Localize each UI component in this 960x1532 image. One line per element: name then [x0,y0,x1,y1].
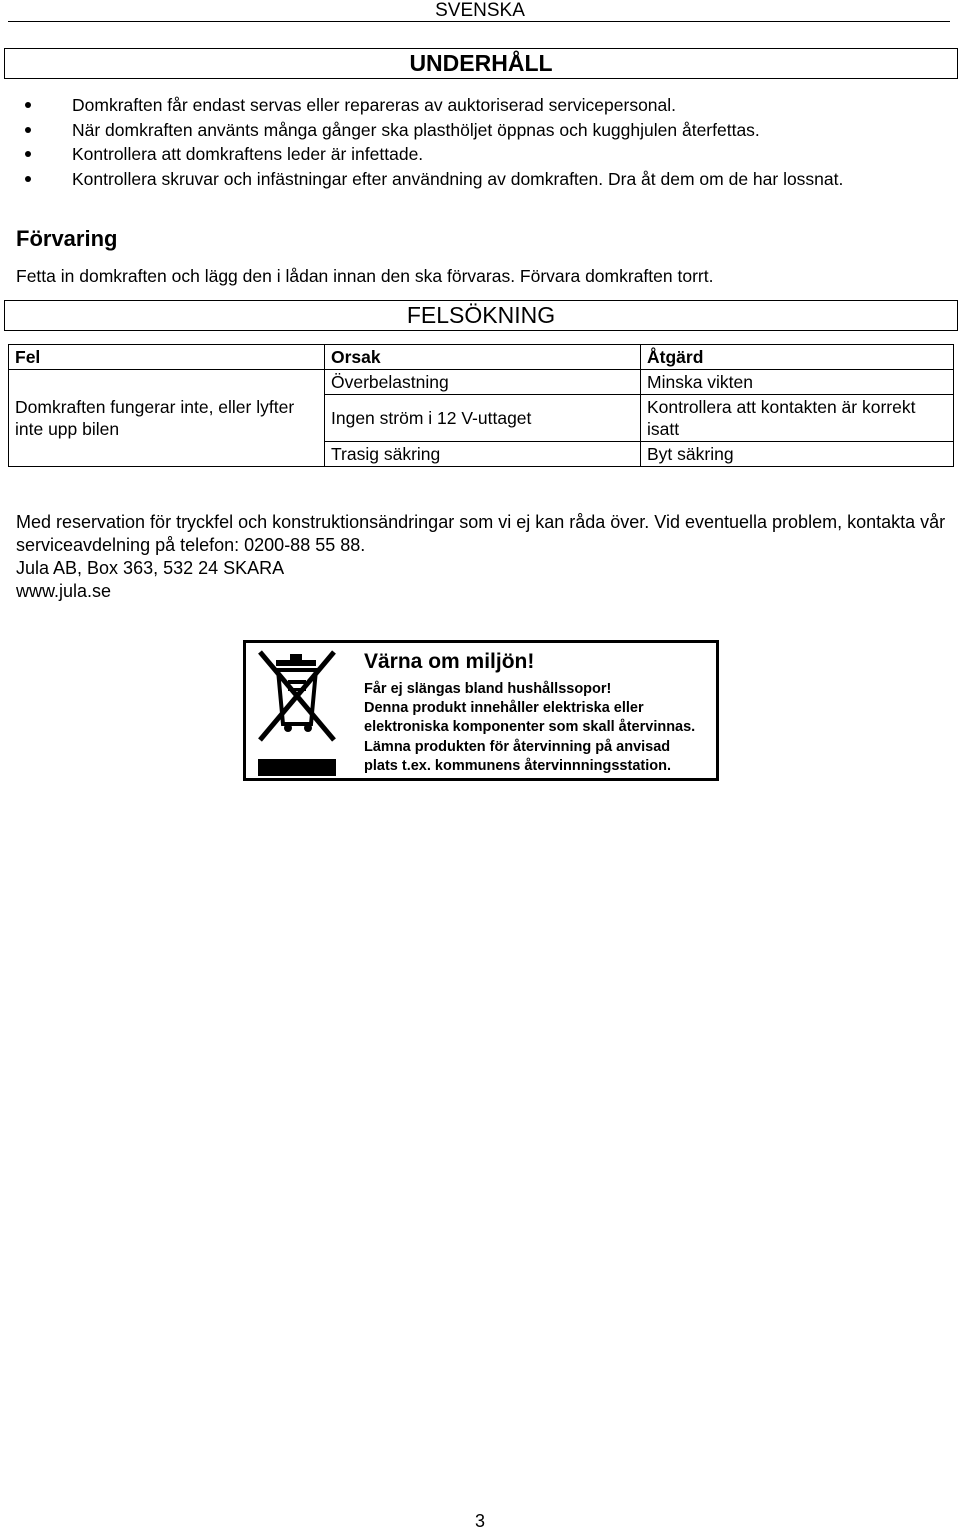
action-column-header: Åtgärd [641,345,954,370]
reservation-text: Med reservation för tryckfel och konstruktionsändringar som vi ej kan råda över. Vid eventuella problem, kontakta vår serviceavdelning på telefon: 0200-88 55 88. [16,512,946,555]
cause-cell: Överbelastning [325,370,641,395]
troubleshooting-table [8,344,954,467]
fault-column-header: Fel [9,345,325,370]
maintenance-bullet: Kontrollera skruvar och infästningar efter användning av domkraften. Dra åt dem om de har lossnat. [16,167,950,192]
action-cell: Kontrollera att kontakten är korrekt isatt [641,395,954,442]
maintenance-title: UNDERHÅLL [4,48,958,79]
environment-title: Värna om miljön! [364,650,535,673]
fault-cell: Domkraften fungerar inte, eller lyfter inte upp bilen [9,370,325,467]
environment-line: Denna produkt innehåller elektriska eller [364,700,644,717]
header-language: SVENSKA [435,0,525,21]
crossed-out-wheelie-bin-icon [252,646,344,776]
environment-line: Får ej slängas bland hushållssopor! [364,681,612,697]
header-divider [8,21,950,22]
environment-line: elektroniska komponenter som skall återvinnas. [364,719,696,736]
cause-cell: Trasig säkring [325,442,641,467]
environment-line: Lämna produkten för återvinning på anvisad [364,738,671,755]
table-row [9,370,954,395]
footer [16,511,956,603]
maintenance-bullet: Kontrollera att domkraftens leder är infettade. [16,142,950,167]
action-cell: Minska vikten [641,370,954,395]
page-number: 3 [474,1511,485,1531]
company-address: Jula AB, Box 363, 532 24 SKARA [16,558,285,578]
maintenance-bullet: Domkraften får endast servas eller repareras av auktoriserad servicepersonal. [16,93,950,118]
troubleshooting-title: FELSÖKNING [4,300,958,331]
website-link[interactable]: www.jula.se [16,581,112,601]
cause-cell: Ingen ström i 12 V-uttaget [325,395,641,442]
storage-text: Fetta in domkraften och lägg den i lådan innan den ska förvaras. Förvara domkraften torrt. [16,266,714,286]
environment-notice [243,640,719,781]
environment-text [364,680,695,776]
maintenance-list [16,93,950,191]
table-header-row [9,345,954,370]
action-cell: Byt säkring [641,442,954,467]
maintenance-bullet: När domkraften använts många gånger ska plasthöljet öppnas och kugghjulen återfettas. [16,118,950,143]
storage-heading: Förvaring [16,226,118,251]
environment-line: plats t.ex. kommunens återvinnningsstation. [364,757,671,774]
cause-column-header: Orsak [325,345,641,370]
